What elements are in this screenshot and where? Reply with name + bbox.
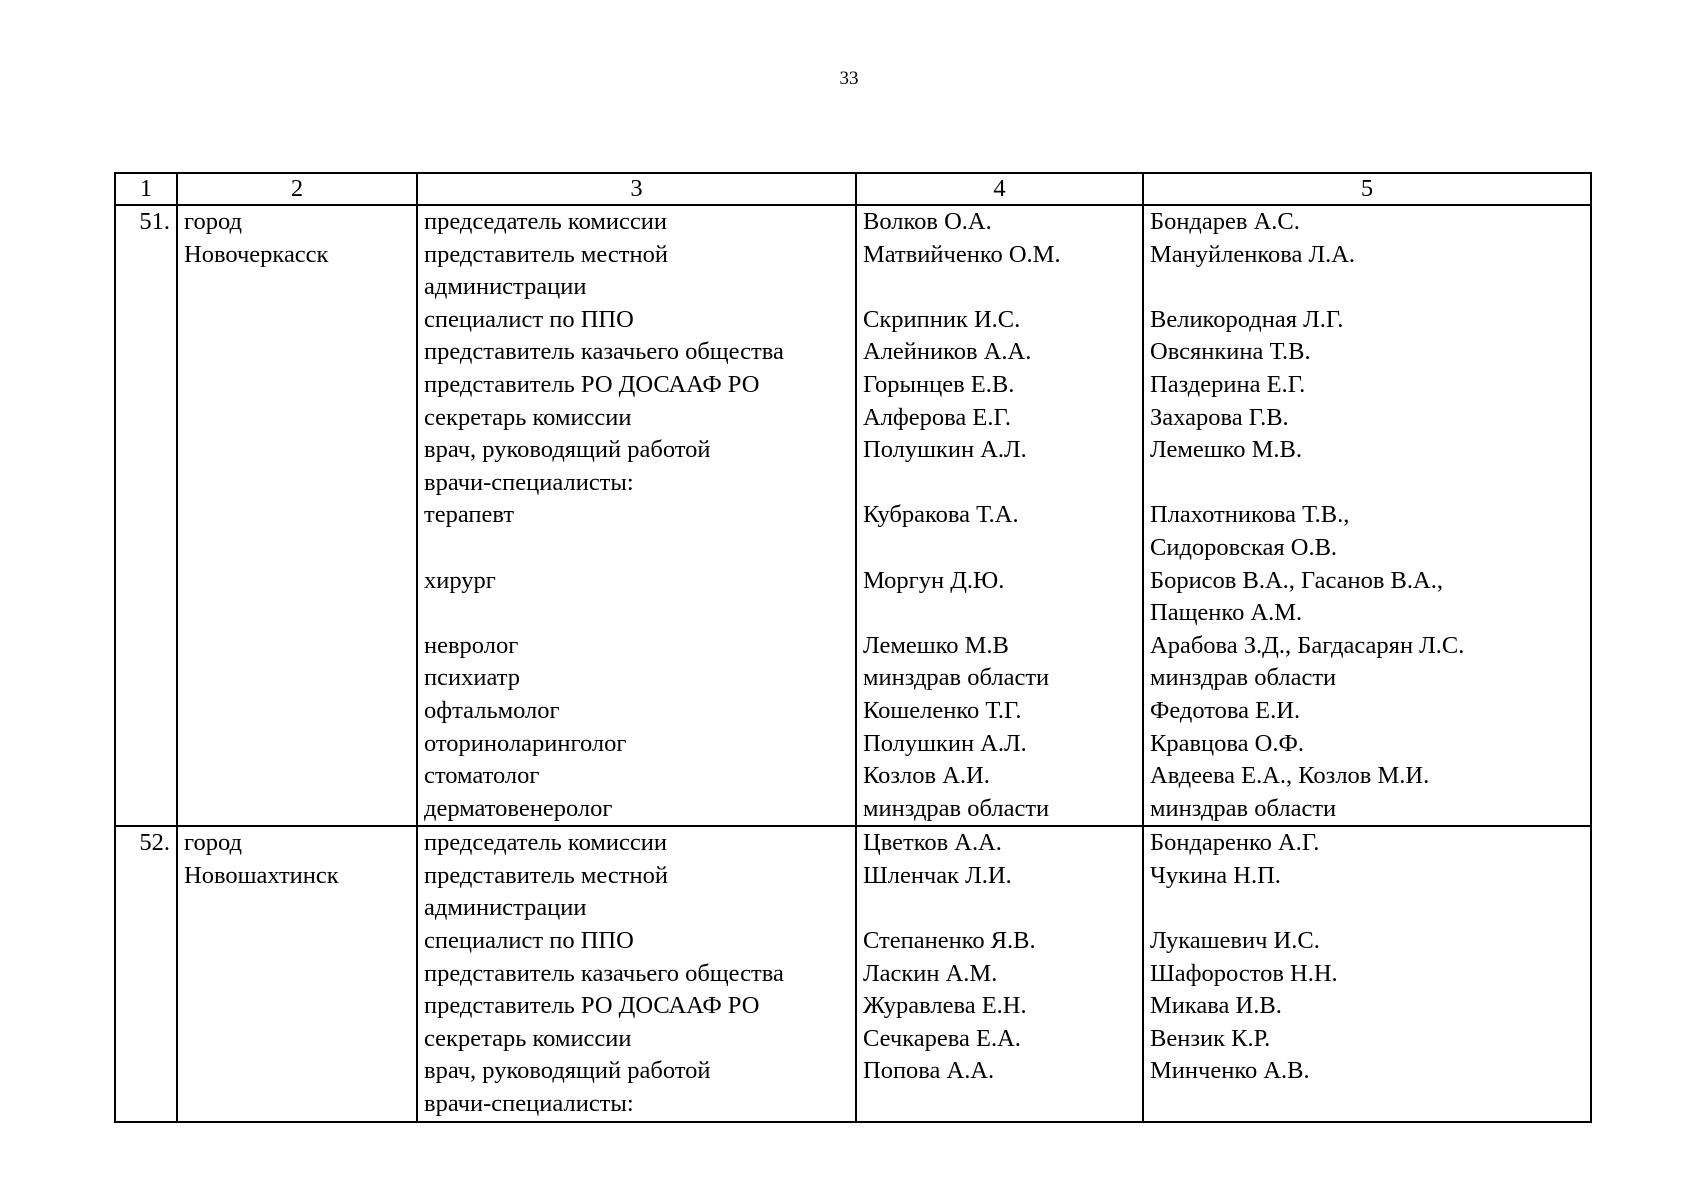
role-line <box>424 597 851 630</box>
table-header-row <box>115 173 1591 205</box>
table-row <box>115 826 1591 1121</box>
main-member-line <box>863 271 1138 304</box>
main-member-line: Алферова Е.Г. <box>863 403 1012 431</box>
reserve-member-line: Мануйленкова Л.А. <box>1150 240 1356 268</box>
role-line: психиатр <box>424 664 520 692</box>
main-member-line: Кошеленко Т.Г. <box>863 696 1022 724</box>
role-line <box>424 532 851 565</box>
role-cell <box>417 205 856 826</box>
main-member-line <box>863 532 1138 565</box>
main-member-line: минздрав области <box>863 664 1050 692</box>
reserve-member-line: Паздерина Е.Г. <box>1150 370 1306 398</box>
municipality-name-line: Новочеркасск <box>184 240 329 268</box>
reserve-member-line: Борисов В.А., Гасанов В.А., <box>1150 566 1443 594</box>
main-member-line: Степаненко Я.В. <box>863 927 1036 955</box>
row-number: 52. <box>115 826 177 1121</box>
main-member-line: Горынцев Е.В. <box>863 370 1015 398</box>
column-header: 1 <box>115 173 177 205</box>
role-line: секретарь комиссии <box>424 403 632 431</box>
municipality-name-line: Новошахтинск <box>184 861 339 889</box>
main-member-line: минздрав области <box>863 794 1050 822</box>
role-line: врач, руководящий работой <box>424 436 711 464</box>
main-member-line: Попова А.А. <box>863 1057 995 1085</box>
commission-table <box>114 172 1592 1123</box>
column-header: 5 <box>1143 173 1591 205</box>
column-header: 3 <box>417 173 856 205</box>
municipality-name-line: город <box>184 208 242 235</box>
reserve-member-line: Захарова Г.В. <box>1150 403 1289 431</box>
role-cell <box>417 826 856 1121</box>
role-line: дерматовенеролог <box>424 794 613 822</box>
role-line: представитель РО ДОСААФ РО <box>424 992 760 1020</box>
role-line: представитель казачьего общества <box>424 959 784 987</box>
role-line: терапевт <box>424 501 515 529</box>
main-member-line: Козлов А.И. <box>863 762 990 790</box>
role-line: представитель местной <box>424 861 668 889</box>
municipality-cell <box>177 826 417 1121</box>
reserve-member-line: Вензик К.Р. <box>1150 1024 1271 1052</box>
table-row <box>115 205 1591 826</box>
role-line: оториноларинголог <box>424 729 627 757</box>
role-line: врачи-специалисты: <box>424 468 634 496</box>
main-member-line: Матвийченко О.М. <box>863 240 1061 268</box>
role-line: офтальмолог <box>424 696 560 724</box>
reserve-member-line: Авдеева Е.А., Козлов М.И. <box>1150 762 1430 790</box>
main-member-line: Ласкин А.М. <box>863 959 998 987</box>
role-line: секретарь комиссии <box>424 1024 632 1052</box>
main-member-line <box>863 597 1138 630</box>
main-member-line: Журавлева Е.Н. <box>863 992 1027 1020</box>
role-line: специалист по ППО <box>424 927 634 955</box>
role-line: администрации <box>424 894 587 922</box>
reserve-member-cell <box>1143 826 1591 1121</box>
role-line: представитель РО ДОСААФ РО <box>424 370 760 398</box>
reserve-member-line: Бондарев А.С. <box>1150 208 1300 235</box>
reserve-member-line: Бондаренко А.Г. <box>1150 829 1320 857</box>
reserve-member-line <box>1150 271 1586 304</box>
reserve-member-line: Великородная Л.Г. <box>1150 305 1344 333</box>
reserve-member-line <box>1150 467 1586 500</box>
main-member-line: Шленчак Л.И. <box>863 861 1012 889</box>
main-member-line: Лемешко М.В <box>863 631 1009 659</box>
row-number: 51. <box>115 205 177 826</box>
reserve-member-line: Лемешко М.В. <box>1150 436 1302 464</box>
role-line: председатель комиссии <box>424 829 667 857</box>
role-line: председатель комиссии <box>424 208 667 235</box>
main-member-line <box>863 1088 1138 1121</box>
reserve-member-line: минздрав области <box>1150 664 1337 692</box>
reserve-member-line: Кравцова О.Ф. <box>1150 729 1304 757</box>
main-member-line: Моргун Д.Ю. <box>863 566 1005 594</box>
role-line: представитель казачьего общества <box>424 338 784 366</box>
column-header: 4 <box>856 173 1143 205</box>
municipality-cell <box>177 205 417 826</box>
reserve-member-line: Овсянкина Т.В. <box>1150 338 1311 366</box>
main-member-line <box>863 892 1138 925</box>
main-member-line: Скрипник И.С. <box>863 305 1021 333</box>
role-line: специалист по ППО <box>424 305 634 333</box>
reserve-member-line: Минченко А.В. <box>1150 1057 1310 1085</box>
role-line: врачи-специалисты: <box>424 1090 634 1118</box>
main-member-line: Цветков А.А. <box>863 829 1002 857</box>
reserve-member-line: Пащенко А.М. <box>1150 599 1303 627</box>
reserve-member-line: Шафоростов Н.Н. <box>1150 959 1338 987</box>
reserve-member-line <box>1150 1088 1586 1121</box>
reserve-member-line: Федотова Е.И. <box>1150 696 1301 724</box>
reserve-member-line: Микава И.В. <box>1150 992 1282 1020</box>
role-line: стоматолог <box>424 762 540 790</box>
reserve-member-cell <box>1143 205 1591 826</box>
main-member-line: Алейников А.А. <box>863 338 1032 366</box>
role-line: хирург <box>424 566 496 594</box>
reserve-member-line: Плахотникова Т.В., <box>1150 501 1350 529</box>
role-line: врач, руководящий работой <box>424 1057 711 1085</box>
reserve-member-line: минздрав области <box>1150 794 1337 822</box>
role-line: представитель местной <box>424 240 668 268</box>
reserve-member-line <box>1150 892 1586 925</box>
main-member-line: Кубракова Т.А. <box>863 501 1019 529</box>
reserve-member-line: Сидоровская О.В. <box>1150 533 1338 561</box>
main-member-cell <box>856 205 1143 826</box>
municipality-name-line: город <box>184 829 242 857</box>
column-header: 2 <box>177 173 417 205</box>
main-member-line: Полушкин А.Л. <box>863 729 1027 757</box>
reserve-member-line: Арабова З.Д., Багдасарян Л.С. <box>1150 631 1465 659</box>
reserve-member-line: Лукашевич И.С. <box>1150 927 1320 955</box>
main-member-line: Полушкин А.Л. <box>863 436 1027 464</box>
main-member-cell <box>856 826 1143 1121</box>
page-number: 33 <box>839 68 859 89</box>
main-member-line: Сечкарева Е.А. <box>863 1024 1021 1052</box>
reserve-member-line: Чукина Н.П. <box>1150 861 1281 889</box>
role-line: администрации <box>424 273 587 301</box>
main-member-line <box>863 467 1138 500</box>
main-member-line: Волков О.А. <box>863 208 992 235</box>
role-line: невролог <box>424 631 519 659</box>
